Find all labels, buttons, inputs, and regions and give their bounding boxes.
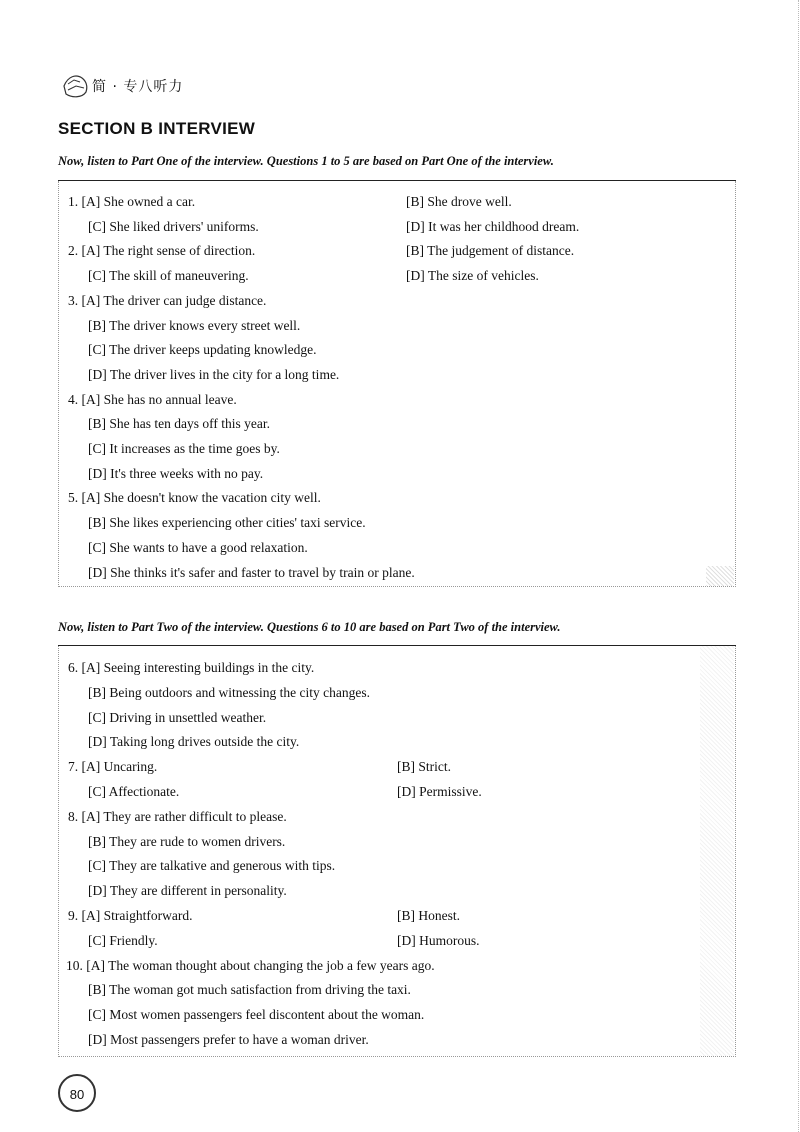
- part2-instruction: Now, listen to Part Two of the interview. Questions 6 to 10 are based on Part Two of the interview.: [58, 620, 561, 634]
- option-line: 3. [A] The driver can judge distance.: [68, 292, 267, 308]
- option-line: 5. [A] She doesn't know the vacation city well.: [68, 490, 321, 506]
- option-line-right: [D] Humorous.: [397, 932, 480, 948]
- option-line: [C] The skill of maneuvering.: [88, 268, 249, 284]
- option-line: 6. [A] Seeing interesting buildings in the city.: [68, 660, 315, 675]
- option-line: [B] Being outdoors and witnessing the city changes.: [88, 684, 370, 700]
- section-title: SECTION B INTERVIEW: [58, 119, 256, 138]
- option-line: 2. [A] The right sense of direction.: [68, 243, 256, 259]
- option-line: [D] It's three weeks with no pay.: [88, 465, 264, 481]
- option-line-right: [D] The size of vehicles.: [406, 268, 539, 284]
- option-line-right: [D] It was her childhood dream.: [406, 218, 580, 234]
- page-number: 80: [58, 1074, 96, 1112]
- option-line-right: [B] Strict.: [397, 759, 451, 775]
- option-line: 1. [A] She owned a car.: [68, 194, 196, 209]
- option-line: [C] They are talkative and generous with tips.: [88, 858, 336, 874]
- option-line: 10. [A] The woman thought about changing the job a few years ago.: [66, 957, 435, 973]
- option-line: [C] She liked drivers' uniforms.: [88, 218, 259, 234]
- option-line: 8. [A] They are rather difficult to please.: [68, 808, 287, 824]
- option-line: [D] Most passengers prefer to have a woman driver.: [88, 1032, 369, 1047]
- book-logo-icon: [60, 72, 92, 100]
- part1-instruction: Now, listen to Part One of the interview. Questions 1 to 5 are based on Part One of the interview.: [58, 154, 554, 168]
- option-line: [D] She thinks it's safer and faster to travel by train or plane.: [88, 564, 415, 580]
- part2-edge-shade: [700, 646, 734, 1056]
- option-line: [C] It increases as the time goes by.: [88, 441, 280, 456]
- option-line: 9. [A] Straightforward.: [68, 908, 193, 923]
- option-line: [C] Affectionate.: [88, 784, 180, 799]
- option-line: [B] She has ten days off this year.: [88, 416, 270, 432]
- option-line: [B] She likes experiencing other cities' taxi service.: [88, 515, 366, 531]
- option-line: [C] Most women passengers feel discontent about the woman.: [88, 1007, 425, 1023]
- option-line-right: [B] The judgement of distance.: [406, 243, 575, 259]
- option-line: [B] The driver knows every street well.: [88, 317, 301, 333]
- option-line: [D] The driver lives in the city for a long time.: [88, 366, 340, 382]
- corner-shade: [706, 566, 734, 586]
- option-line: [B] The woman got much satisfaction from driving the taxi.: [88, 982, 411, 998]
- option-line: [D] Taking long drives outside the city.: [88, 734, 300, 750]
- option-line: [D] They are different in personality.: [88, 883, 287, 899]
- option-line-right: [D] Permissive.: [397, 784, 482, 799]
- option-line-right: [B] Honest.: [397, 908, 460, 923]
- series-label: 简 · 专八听力: [92, 79, 184, 95]
- option-line: [C] Driving in unsettled weather.: [88, 709, 267, 725]
- option-line: 7. [A] Uncaring.: [68, 759, 158, 775]
- option-line: [B] They are rude to women drivers.: [88, 833, 286, 849]
- option-line: [C] The driver keeps updating knowledge.: [88, 342, 317, 358]
- option-line: [C] She wants to have a good relaxation.: [88, 539, 308, 555]
- option-line-right: [B] She drove well.: [406, 194, 512, 209]
- option-line: 4. [A] She has no annual leave.: [68, 391, 237, 407]
- option-line: [C] Friendly.: [88, 932, 158, 948]
